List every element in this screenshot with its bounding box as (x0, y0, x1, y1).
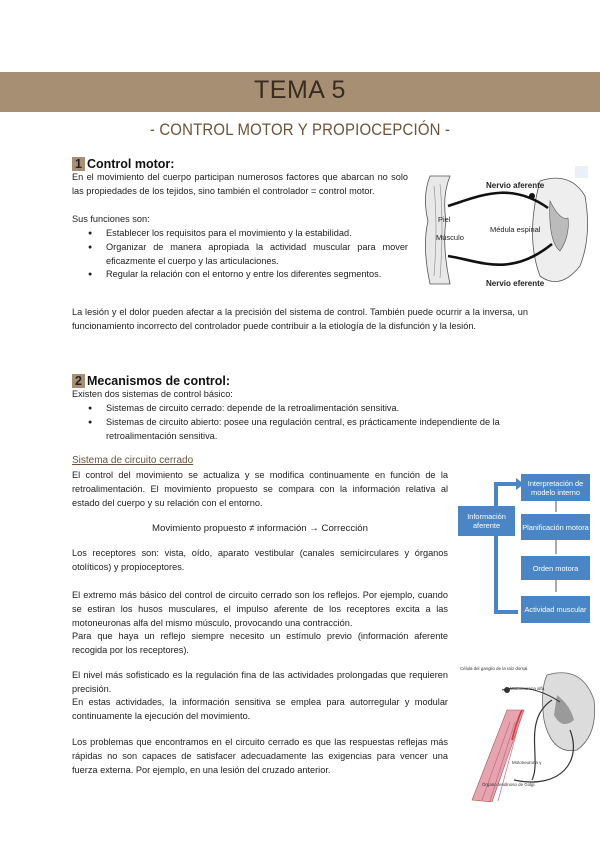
figure-label: Músculo (436, 233, 464, 242)
section2-intro: Existen dos sistemas de control básico: (72, 389, 233, 399)
closed-loop-p5: El nivel más sofisticado es la regulación fina de las actividades prolongadas que requieren precisión. (72, 670, 448, 694)
flow-box-afferent: Información aferente (458, 506, 515, 536)
section1-number: 1 (72, 157, 85, 171)
closed-loop-p6: En estas actividades, la información sensitiva se emplea para autorregular y modular continuamente la ejecución del movimiento. (72, 697, 448, 721)
functions-intro: Sus funciones son: (72, 214, 150, 224)
section1-closing: La lesión y el dolor pueden afectar a la precisión del sistema de control. También puede ocurrir a la inversa, un funcionamiento incorrecto del controlador puede contribuir a la etiología de la disfunción y la lesión. (72, 307, 528, 331)
list-item: ● Organizar de manera apropiada la actividad muscular para mover eficazmente el cuerpo y las articulaciones. (72, 241, 408, 269)
reflex-arc-figure (420, 166, 590, 296)
figure-label: Célula del ganglio de la raíz dorsal (460, 666, 528, 671)
page-title: TEMA 5 (254, 76, 346, 104)
closed-loop-heading: Sistema de circuito cerrado (72, 455, 194, 466)
flow-box-planning: Planificación motora (521, 514, 590, 540)
page-subtitle: - CONTROL MOTOR Y PROPIOCEPCIÓN - (149, 120, 451, 139)
flow-box-order: Orden motora (521, 556, 590, 580)
section2-heading (72, 374, 230, 388)
figure-label: Médula espinal (490, 225, 541, 234)
formula: Movimiento propuesto ≠ información → Corrección (152, 523, 368, 534)
list-item: ● Establecer los requisitos para el movimiento y la estabilidad. (72, 227, 408, 241)
flow-box-activity: Actividad muscular (521, 596, 590, 623)
figure-label: Nervio eferente (486, 279, 545, 288)
closed-loop-p4: Para que haya un reflejo siempre necesito un estímulo previo (información aferente recogida por los receptores). (72, 631, 448, 655)
muscle-spindle-figure (452, 660, 598, 802)
figure-label: Motoneurona γ (512, 760, 542, 765)
section1-heading (72, 157, 174, 171)
list-item: ● Regular la relación con el entorno y entre los diferentes segmentos. (72, 268, 408, 282)
figure-label: Piel (438, 215, 451, 224)
flow-box-model: Interpretación de modelo interno (521, 474, 590, 501)
functions-list (72, 227, 408, 282)
closed-loop-p2: Los receptores son: vista, oído, aparato vestibular (canales semicirculares y órganos otolíticos) y propioceptores. (72, 548, 448, 572)
section2-title: Mecanismos de control: (86, 374, 231, 388)
figure-label: Nervio aferente (486, 181, 545, 190)
list-item: ● Sistemas de circuito abierto: posee una regulación central, es prácticamente independiente de la retroalimentación sensitiva. (72, 416, 532, 444)
figure-label: Órgano tendinoso de Golgi (482, 782, 535, 787)
section1-intro: En el movimiento del cuerpo participan numerosos factores que abarcan no solo las propiedades de los tejidos, sino también el controlador = control motor. (72, 172, 408, 196)
list-item: ● Sistemas de circuito cerrado: depende de la retroalimentación sensitiva. (72, 402, 532, 416)
section2-number: 2 (72, 374, 85, 388)
closed-loop-p7: Los problemas que encontramos en el circuito cerrado es que las respuestas reflejas más rápidas no son capaces de satisfacer adecuadamente las exigencias para vencer una fuerza externa. Por ejemplo, en una lesión del cruzado anterior. (72, 737, 448, 775)
title-banner (0, 72, 600, 112)
figure-label: Motoneurona alfa (510, 686, 545, 691)
control-systems-list (72, 402, 532, 443)
section1-title: Control motor: (86, 157, 175, 171)
closed-loop-p3: El extremo más básico del control de circuito cerrado son los reflejos. Por ejemplo, cuando se estiran los husos musculares, el impulso aferente de los receptores excita a las motoneuronas alfa del mismo músculo, provocando una contracción. (72, 590, 448, 628)
closed-loop-p1: El control del movimiento se actualiza y se modifica continuamente en función de la retroalimentación. El movimiento propuesto se compara con la información relativa al estado del cuerpo y su relación con el entorno. (72, 470, 448, 508)
